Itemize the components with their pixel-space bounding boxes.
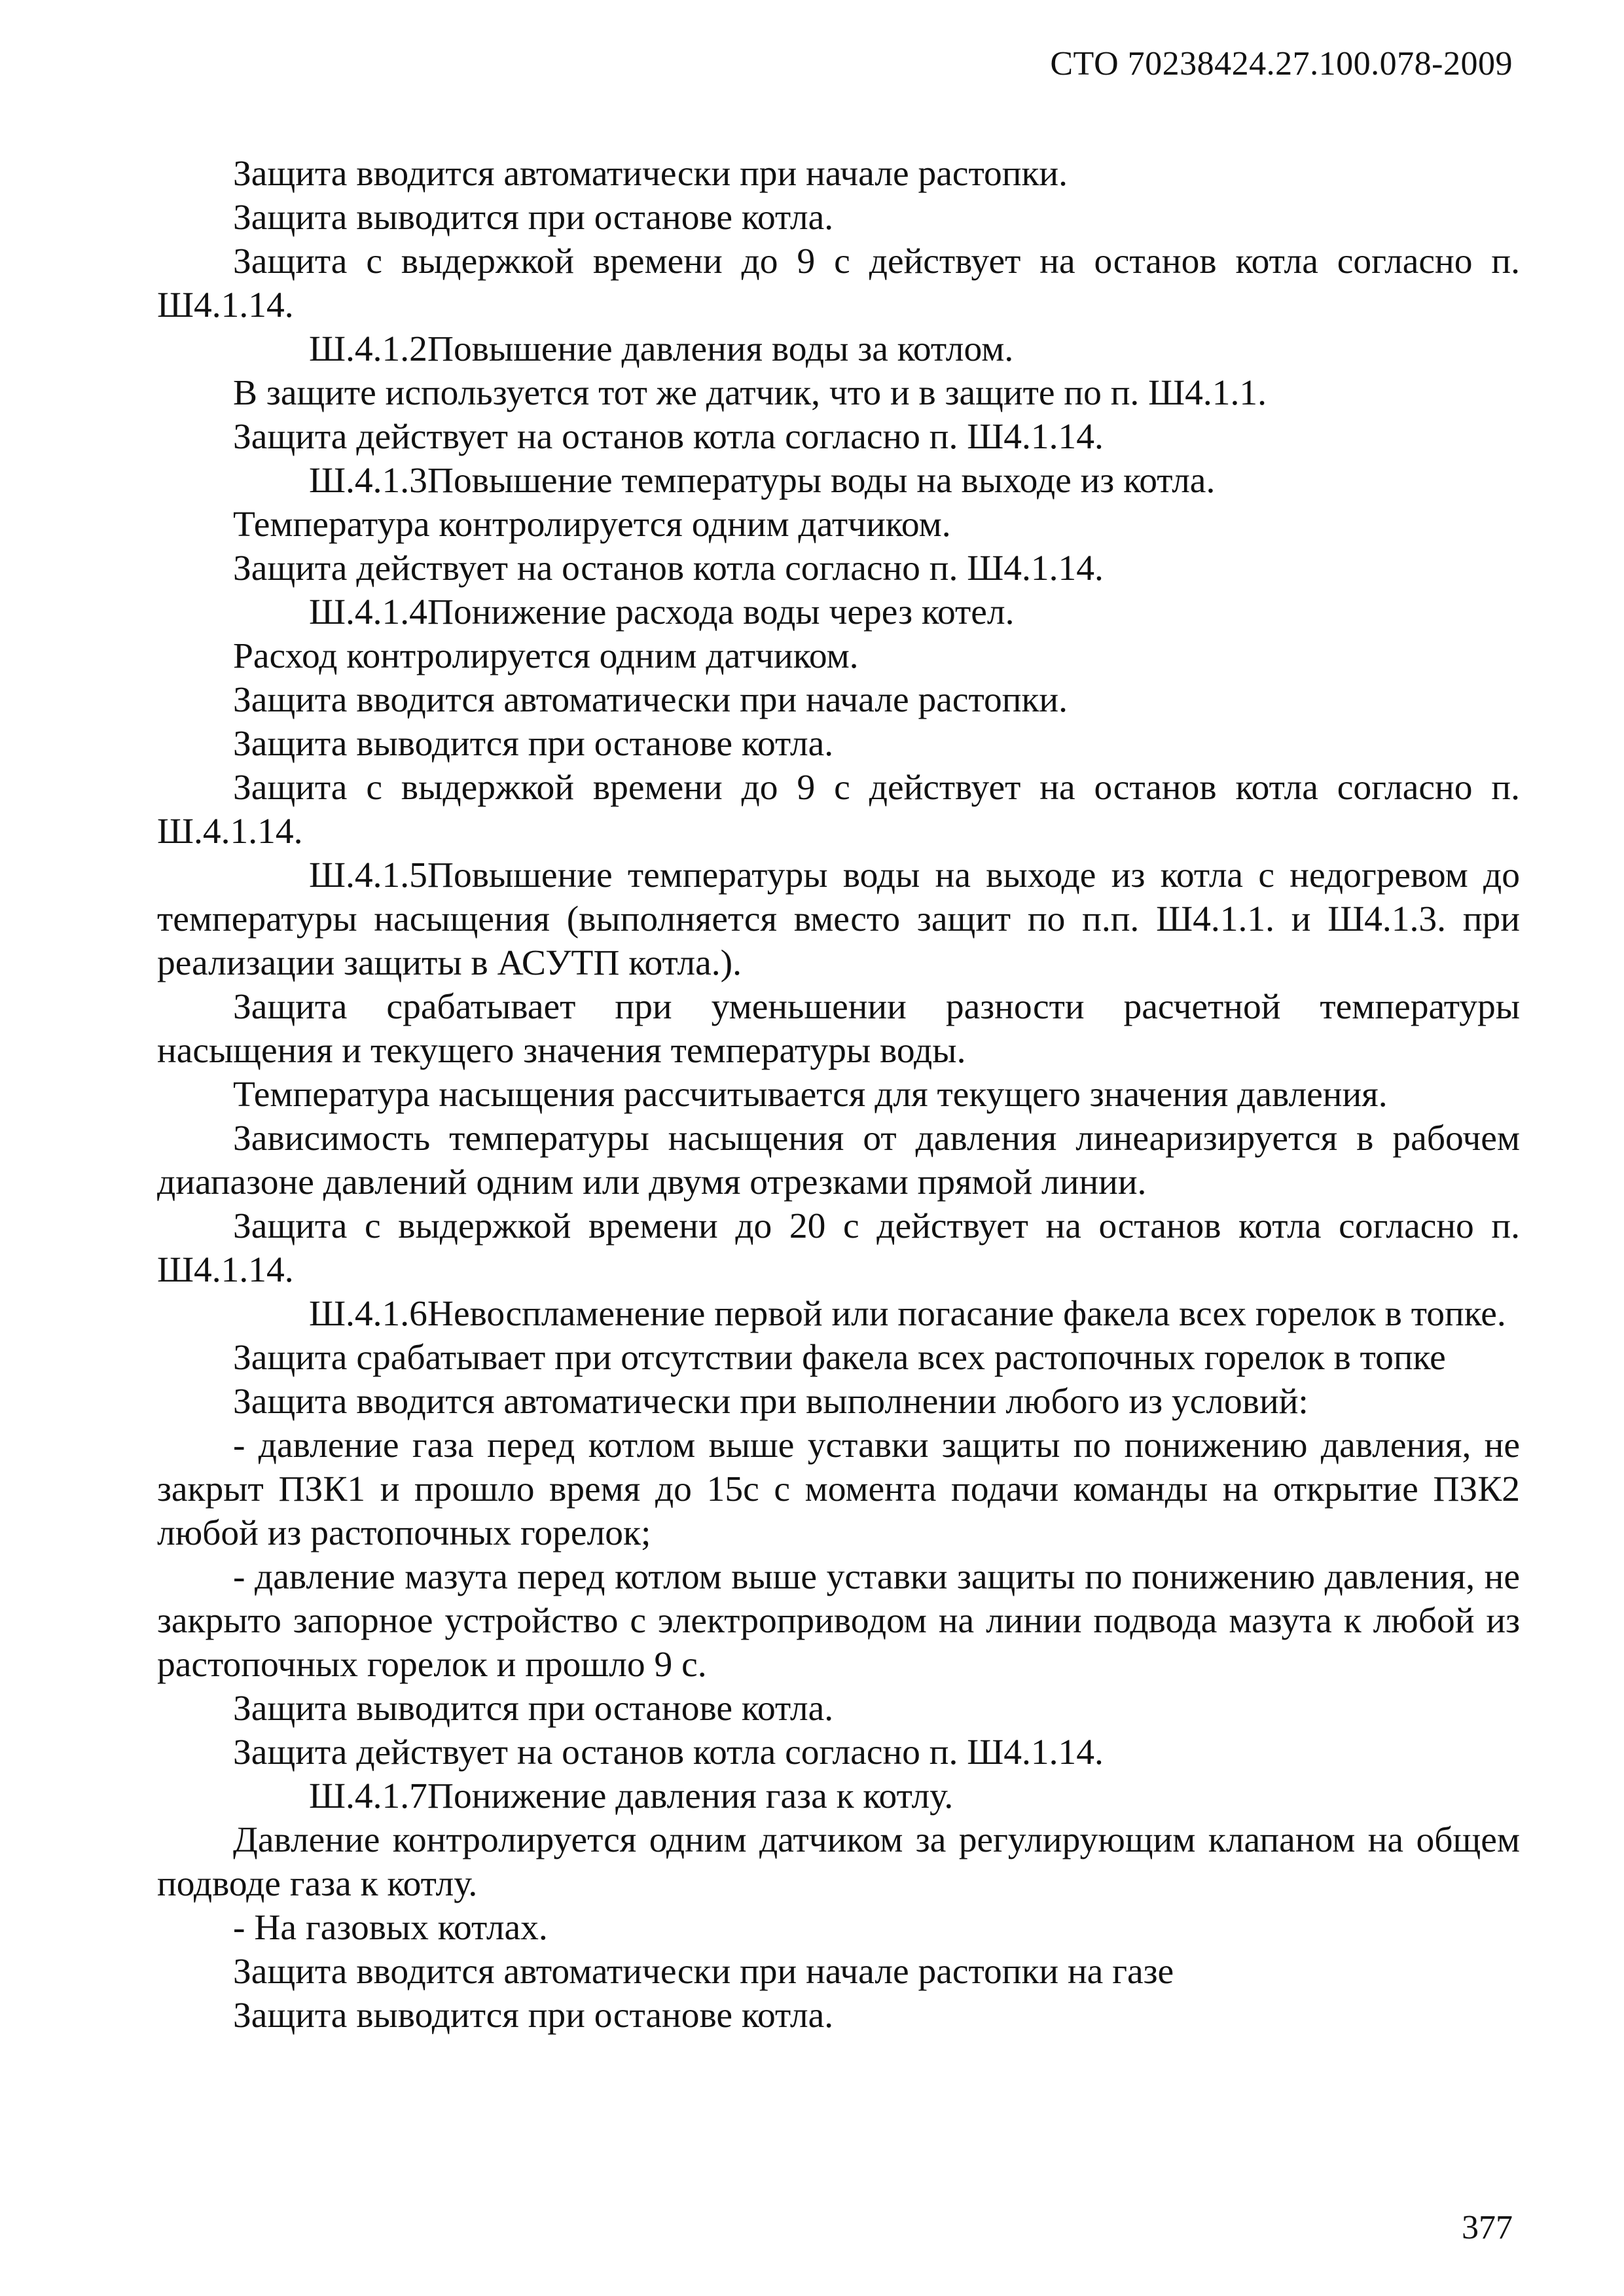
section-title: Повышение температуры воды на выходе из котла.: [427, 461, 1216, 501]
paragraph-text: - давление газа перед котлом выше уставки защиты по понижению давления, не закрыт ПЗК1 и прошло время до 15с с момента подачи команды на открытие ПЗК2 любой из растопочных горелок;: [157, 1426, 1520, 1553]
body-paragraph: [157, 152, 1520, 196]
section-title: Понижение расхода воды через котел.: [427, 592, 1015, 632]
paragraph-text: Защита с выдержкой времени до 9 с действует на останов котла согласно п. Ш.4.1.14.: [157, 768, 1520, 852]
body-paragraph: [157, 1117, 1520, 1204]
paragraph-text: Защита вводится автоматически при начале растопки на газе: [233, 1952, 1174, 1992]
body-paragraph: [157, 1555, 1520, 1687]
body-paragraph: [157, 985, 1520, 1073]
paragraph-text: Защита действует на останов котла согласно п. Ш4.1.14.: [233, 548, 1104, 588]
body-paragraph: [157, 1731, 1520, 1774]
body-paragraph: [157, 1336, 1520, 1380]
paragraph-text: Защита срабатывает при уменьшении разности расчетной температуры насыщения и текущего значения температуры воды.: [157, 987, 1520, 1071]
body-paragraph: [157, 1687, 1520, 1731]
paragraph-text: Защита с выдержкой времени до 20 с действует на останов котла согласно п. Ш4.1.14.: [157, 1206, 1520, 1290]
body-paragraph: [157, 415, 1520, 459]
section-heading-paragraph: [157, 459, 1520, 503]
body-paragraph: [157, 1204, 1520, 1292]
section-number: Ш.4.1.5: [309, 855, 427, 895]
paragraph-text: - На газовых котлах.: [233, 1908, 548, 1948]
section-title: Повышение давления воды за котлом.: [427, 329, 1014, 369]
section-number: Ш.4.1.2: [309, 329, 427, 369]
section-title: Повышение температуры воды на выходе из котла с недогревом до температуры насыщения (выполняется вместо защит по п.п. Ш4.1.1. и Ш4.1.3. при реализации защиты в АСУТП котла.).: [157, 855, 1520, 983]
section-heading-paragraph: [157, 853, 1520, 985]
body-paragraph: [157, 503, 1520, 547]
section-heading-paragraph: [157, 590, 1520, 634]
document-body: [157, 152, 1520, 2037]
body-paragraph: [157, 678, 1520, 722]
section-heading-paragraph: [157, 327, 1520, 371]
paragraph-text: Защита выводится при останове котла.: [233, 724, 834, 764]
paragraph-text: Температура насыщения рассчитывается для текущего значения давления.: [233, 1075, 1388, 1115]
paragraph-text: Защита выводится при останове котла.: [233, 198, 834, 238]
body-paragraph: [157, 1424, 1520, 1555]
body-paragraph: [157, 1380, 1520, 1424]
paragraph-text: Зависимость температуры насыщения от давления линеаризируется в рабочем диапазоне давлений одним или двумя отрезками прямой линии.: [157, 1119, 1520, 1202]
body-paragraph: [157, 196, 1520, 240]
section-number: Ш.4.1.6: [309, 1294, 427, 1334]
section-title: Понижение давления газа к котлу.: [427, 1776, 954, 1816]
section-heading-paragraph: [157, 1292, 1520, 1336]
body-paragraph: [157, 1994, 1520, 2037]
paragraph-text: Защита вводится автоматически при начале растопки.: [233, 154, 1068, 194]
page-number: 377: [1462, 2209, 1513, 2246]
paragraph-text: В защите используется тот же датчик, что и в защите по п. Ш4.1.1.: [233, 373, 1267, 413]
body-paragraph: [157, 371, 1520, 415]
paragraph-text: Защита выводится при останове котла.: [233, 1996, 834, 2036]
body-paragraph: [157, 240, 1520, 327]
paragraph-text: Защита с выдержкой времени до 9 с действует на останов котла согласно п. Ш4.1.14.: [157, 242, 1520, 325]
paragraph-text: Давление контролируется одним датчиком за регулирующим клапаном на общем подводе газа к котлу.: [157, 1820, 1520, 1904]
body-paragraph: [157, 1950, 1520, 1994]
paragraph-text: Защита вводится автоматически при начале растопки.: [233, 680, 1068, 720]
section-heading-paragraph: [157, 1774, 1520, 1818]
document-code-header: СТО 70238424.27.100.078-2009: [1050, 45, 1513, 82]
body-paragraph: [157, 766, 1520, 853]
body-paragraph: [157, 547, 1520, 590]
paragraph-text: Защита вводится автоматически при выполнении любого из условий:: [233, 1382, 1308, 1422]
body-paragraph: [157, 722, 1520, 766]
paragraph-text: Температура контролируется одним датчиком.: [233, 505, 951, 545]
paragraph-text: Защита действует на останов котла согласно п. Ш4.1.14.: [233, 1732, 1104, 1772]
paragraph-text: Расход контролируется одним датчиком.: [233, 636, 859, 676]
section-number: Ш.4.1.3: [309, 461, 427, 501]
body-paragraph: [157, 1073, 1520, 1117]
section-number: Ш.4.1.4: [309, 592, 427, 632]
paragraph-text: Защита выводится при останове котла.: [233, 1689, 834, 1729]
paragraph-text: Защита действует на останов котла согласно п. Ш4.1.14.: [233, 417, 1104, 457]
paragraph-text: Защита срабатывает при отсутствии факела всех растопочных горелок в топке: [233, 1338, 1446, 1378]
paragraph-text: - давление мазута перед котлом выше уставки защиты по понижению давления, не закрыто запорное устройство с электроприводом на линии подвода мазута к любой из растопочных горелок и прошло 9 с.: [157, 1557, 1520, 1685]
body-paragraph: [157, 1906, 1520, 1950]
body-paragraph: [157, 1818, 1520, 1906]
section-title: Невоспламенение первой или погасание факела всех горелок в топке.: [427, 1294, 1506, 1334]
body-paragraph: [157, 634, 1520, 678]
section-number: Ш.4.1.7: [309, 1776, 427, 1816]
